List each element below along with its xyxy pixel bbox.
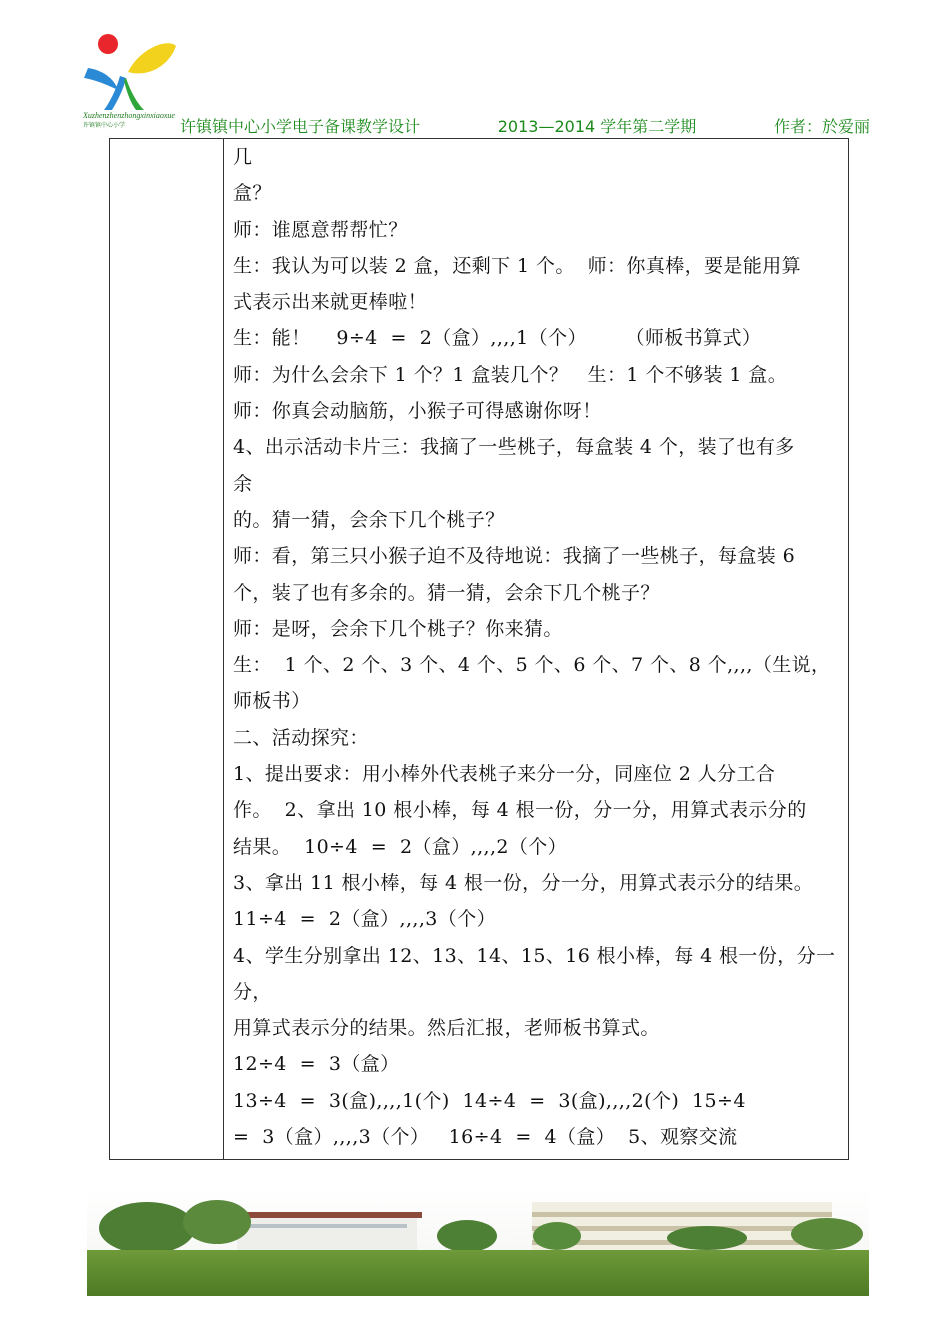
text-line: 1、提出要求：用小棒外代表桃子来分一分，同座位 2 人分工合 bbox=[233, 763, 776, 786]
text-line: 13÷4 = 3(盒),,,,1(个) 14÷4 = 3(盒),,,,2(个) 15÷4 bbox=[233, 1089, 746, 1112]
building-left-roof bbox=[232, 1212, 422, 1218]
lesson-table bbox=[109, 138, 849, 1160]
tree bbox=[99, 1202, 195, 1254]
text-line: 生：能！ 9÷4 = 2（盒）,,,,1（个） （师板书算式） bbox=[233, 327, 762, 350]
text-line: = 3（盒）,,,,3（个） 16÷4 = 4（盒） 5、观察交流 bbox=[233, 1126, 738, 1149]
text-line: 结果。 10÷4 = 2（盒）,,,,2（个） bbox=[233, 835, 568, 858]
building-left bbox=[237, 1216, 417, 1252]
text-line: 二、活动探究： bbox=[233, 726, 369, 749]
grass-field bbox=[87, 1250, 869, 1296]
text-line: 11÷4 = 2（盒）,,,,3（个） bbox=[233, 908, 496, 931]
text-line: 的。猜一猜，会余下几个桃子？ bbox=[233, 508, 505, 531]
text-line: 几 bbox=[233, 146, 253, 168]
column-divider bbox=[223, 139, 224, 1159]
text-line: 师：谁愿意帮帮忙？ bbox=[233, 218, 408, 241]
tree bbox=[791, 1218, 863, 1250]
text-line: 余 bbox=[233, 472, 253, 495]
logo-yellow-wing bbox=[128, 43, 176, 73]
text-line: 用算式表示分的结果。然后汇报，老师板书算式。 bbox=[233, 1017, 660, 1040]
text-line: 师：看，第三只小猴子迫不及待地说：我摘了一些桃子，每盒装 6 bbox=[233, 545, 796, 568]
header-term: 2013—2014 学年第二学期 bbox=[497, 116, 697, 136]
text-line: 师板书） bbox=[233, 690, 311, 713]
text-line: 生：我认为可以装 2 盒，还剩下 1 个。 师：你真棒，要是能用算 bbox=[233, 254, 802, 277]
tree bbox=[667, 1226, 747, 1250]
text-line: 3、拿出 11 根小棒，每 4 根一份，分一分，用算式表示分的结果。 bbox=[233, 871, 814, 894]
text-line: 作。 2、拿出 10 根小棒，每 4 根一份，分一分，用算式表示分的 bbox=[233, 799, 807, 822]
logo-subtext: 许镇镇中心小学 bbox=[83, 122, 126, 129]
logo-green-leg bbox=[124, 78, 144, 110]
text-line: 分， bbox=[233, 980, 272, 1003]
text-line: 4、出示活动卡片三：我摘了一些桃子，每盒装 4 个，装了也有多 bbox=[233, 436, 795, 459]
school-campus-photo bbox=[87, 1188, 869, 1296]
building-right-band-1 bbox=[532, 1212, 832, 1217]
text-line: 盒？ bbox=[233, 182, 272, 205]
tree bbox=[437, 1220, 497, 1252]
text-line: 师：是呀，会余下几个桃子？你来猜。 bbox=[233, 617, 563, 640]
text-line: 师：为什么会余下 1 个？1 盒装几个？ 生：1 个不够装 1 盒。 bbox=[233, 363, 788, 386]
text-line: 4、学生分别拿出 12、13、14、15、16 根小棒，每 4 根一份，分一 bbox=[233, 944, 836, 967]
text-line: 个，装了也有多余的。猜一猜，会余下几个桃子？ bbox=[233, 581, 660, 604]
page-header bbox=[180, 114, 870, 136]
text-line: 12÷4 = 3（盒） bbox=[233, 1053, 400, 1076]
header-school: 许镇镇中心小学电子备课教学设计 bbox=[180, 116, 421, 136]
header-author: 作者：於爱丽 bbox=[773, 116, 870, 136]
building-left-windows bbox=[247, 1224, 407, 1228]
tree bbox=[533, 1222, 581, 1250]
text-line: 式表示出来就更棒啦！ bbox=[233, 291, 428, 314]
lesson-content bbox=[233, 139, 845, 1155]
text-line: 师：你真会动脑筋，小猴子可得感谢你呀！ bbox=[233, 400, 602, 423]
logo-red-dot bbox=[98, 34, 118, 54]
logo-text: Xuzhenzhenzhongxinxiaoxue bbox=[83, 111, 175, 120]
tree bbox=[183, 1200, 251, 1244]
logo-blue-stroke bbox=[84, 68, 118, 90]
text-line: 生： 1 个、2 个、3 个、4 个、5 个、6 个、7 个、8 个,,,,（生说， bbox=[233, 654, 831, 677]
